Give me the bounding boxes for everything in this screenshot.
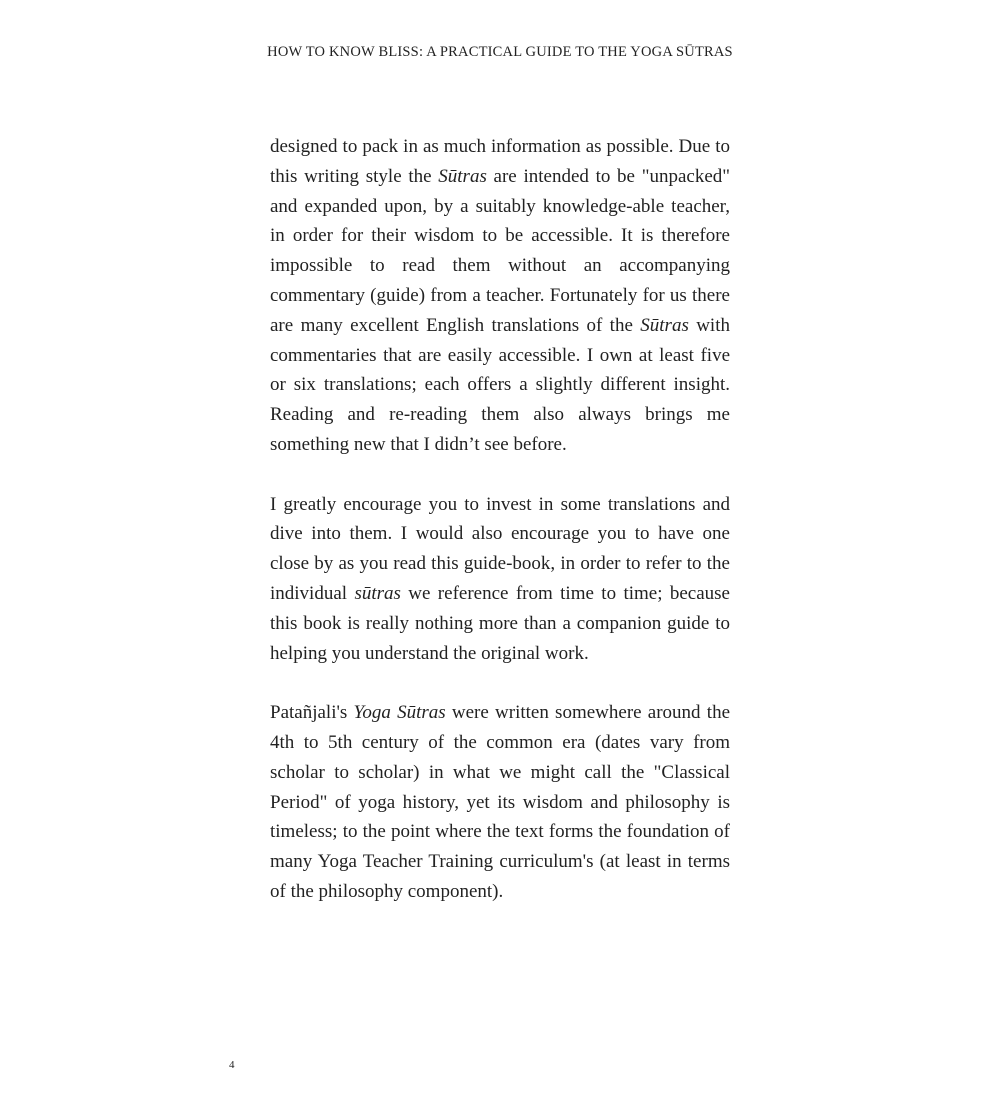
text-span: I greatly encourage you to invest in some translations and dive into them. I would also encourage you to have one close by as you read this guide-book, in order to refer to the individual — [270, 493, 730, 604]
paragraph-3 — [270, 698, 730, 907]
text-span: Patañjali's — [270, 702, 354, 724]
italic-term: Sūtras — [640, 314, 689, 336]
italic-term: Sūtras — [438, 165, 487, 187]
body-text — [270, 132, 730, 937]
italic-term: Yoga Sūtras — [353, 702, 446, 724]
text-span: with commentaries that are easily accessible. I own at least five or six translations; each offers a slightly different insight. Reading and re-reading them also always brings me something new that I didn’t see before. — [270, 314, 730, 455]
text-span: are intended to be "unpacked" and expanded upon, by a suitably knowledge-able teacher, in order for their wisdom to be accessible. It is therefore impossible to read them without an accompanying commentary (guide) from a teacher. Fortunately for us there are many excellent English translations of the — [270, 165, 731, 336]
text-span: were written somewhere around the 4th to 5th century of the common era (dates vary from scholar to scholar) in what we might call the "Classical Period" of yoga history, yet its wisdom and philosophy is timeless; to the point where the text forms the foundation of many Yoga Teacher Training curriculum's (at least in terms of the philosophy component). — [270, 702, 730, 902]
page-number: 4 — [229, 1059, 235, 1071]
text-span: designed to pack in as much information as possible. Due to this writing style the — [270, 136, 730, 187]
italic-term: sūtras — [354, 582, 401, 604]
running-header: HOW TO KNOW BLISS: A PRACTICAL GUIDE TO THE YOGA SŪTRAS — [267, 44, 733, 60]
paragraph-1 — [270, 132, 730, 460]
text-span: we reference from time to time; because this book is really nothing more than a companion guide to helping you understand the original work. — [270, 582, 730, 664]
paragraph-2 — [270, 490, 730, 669]
